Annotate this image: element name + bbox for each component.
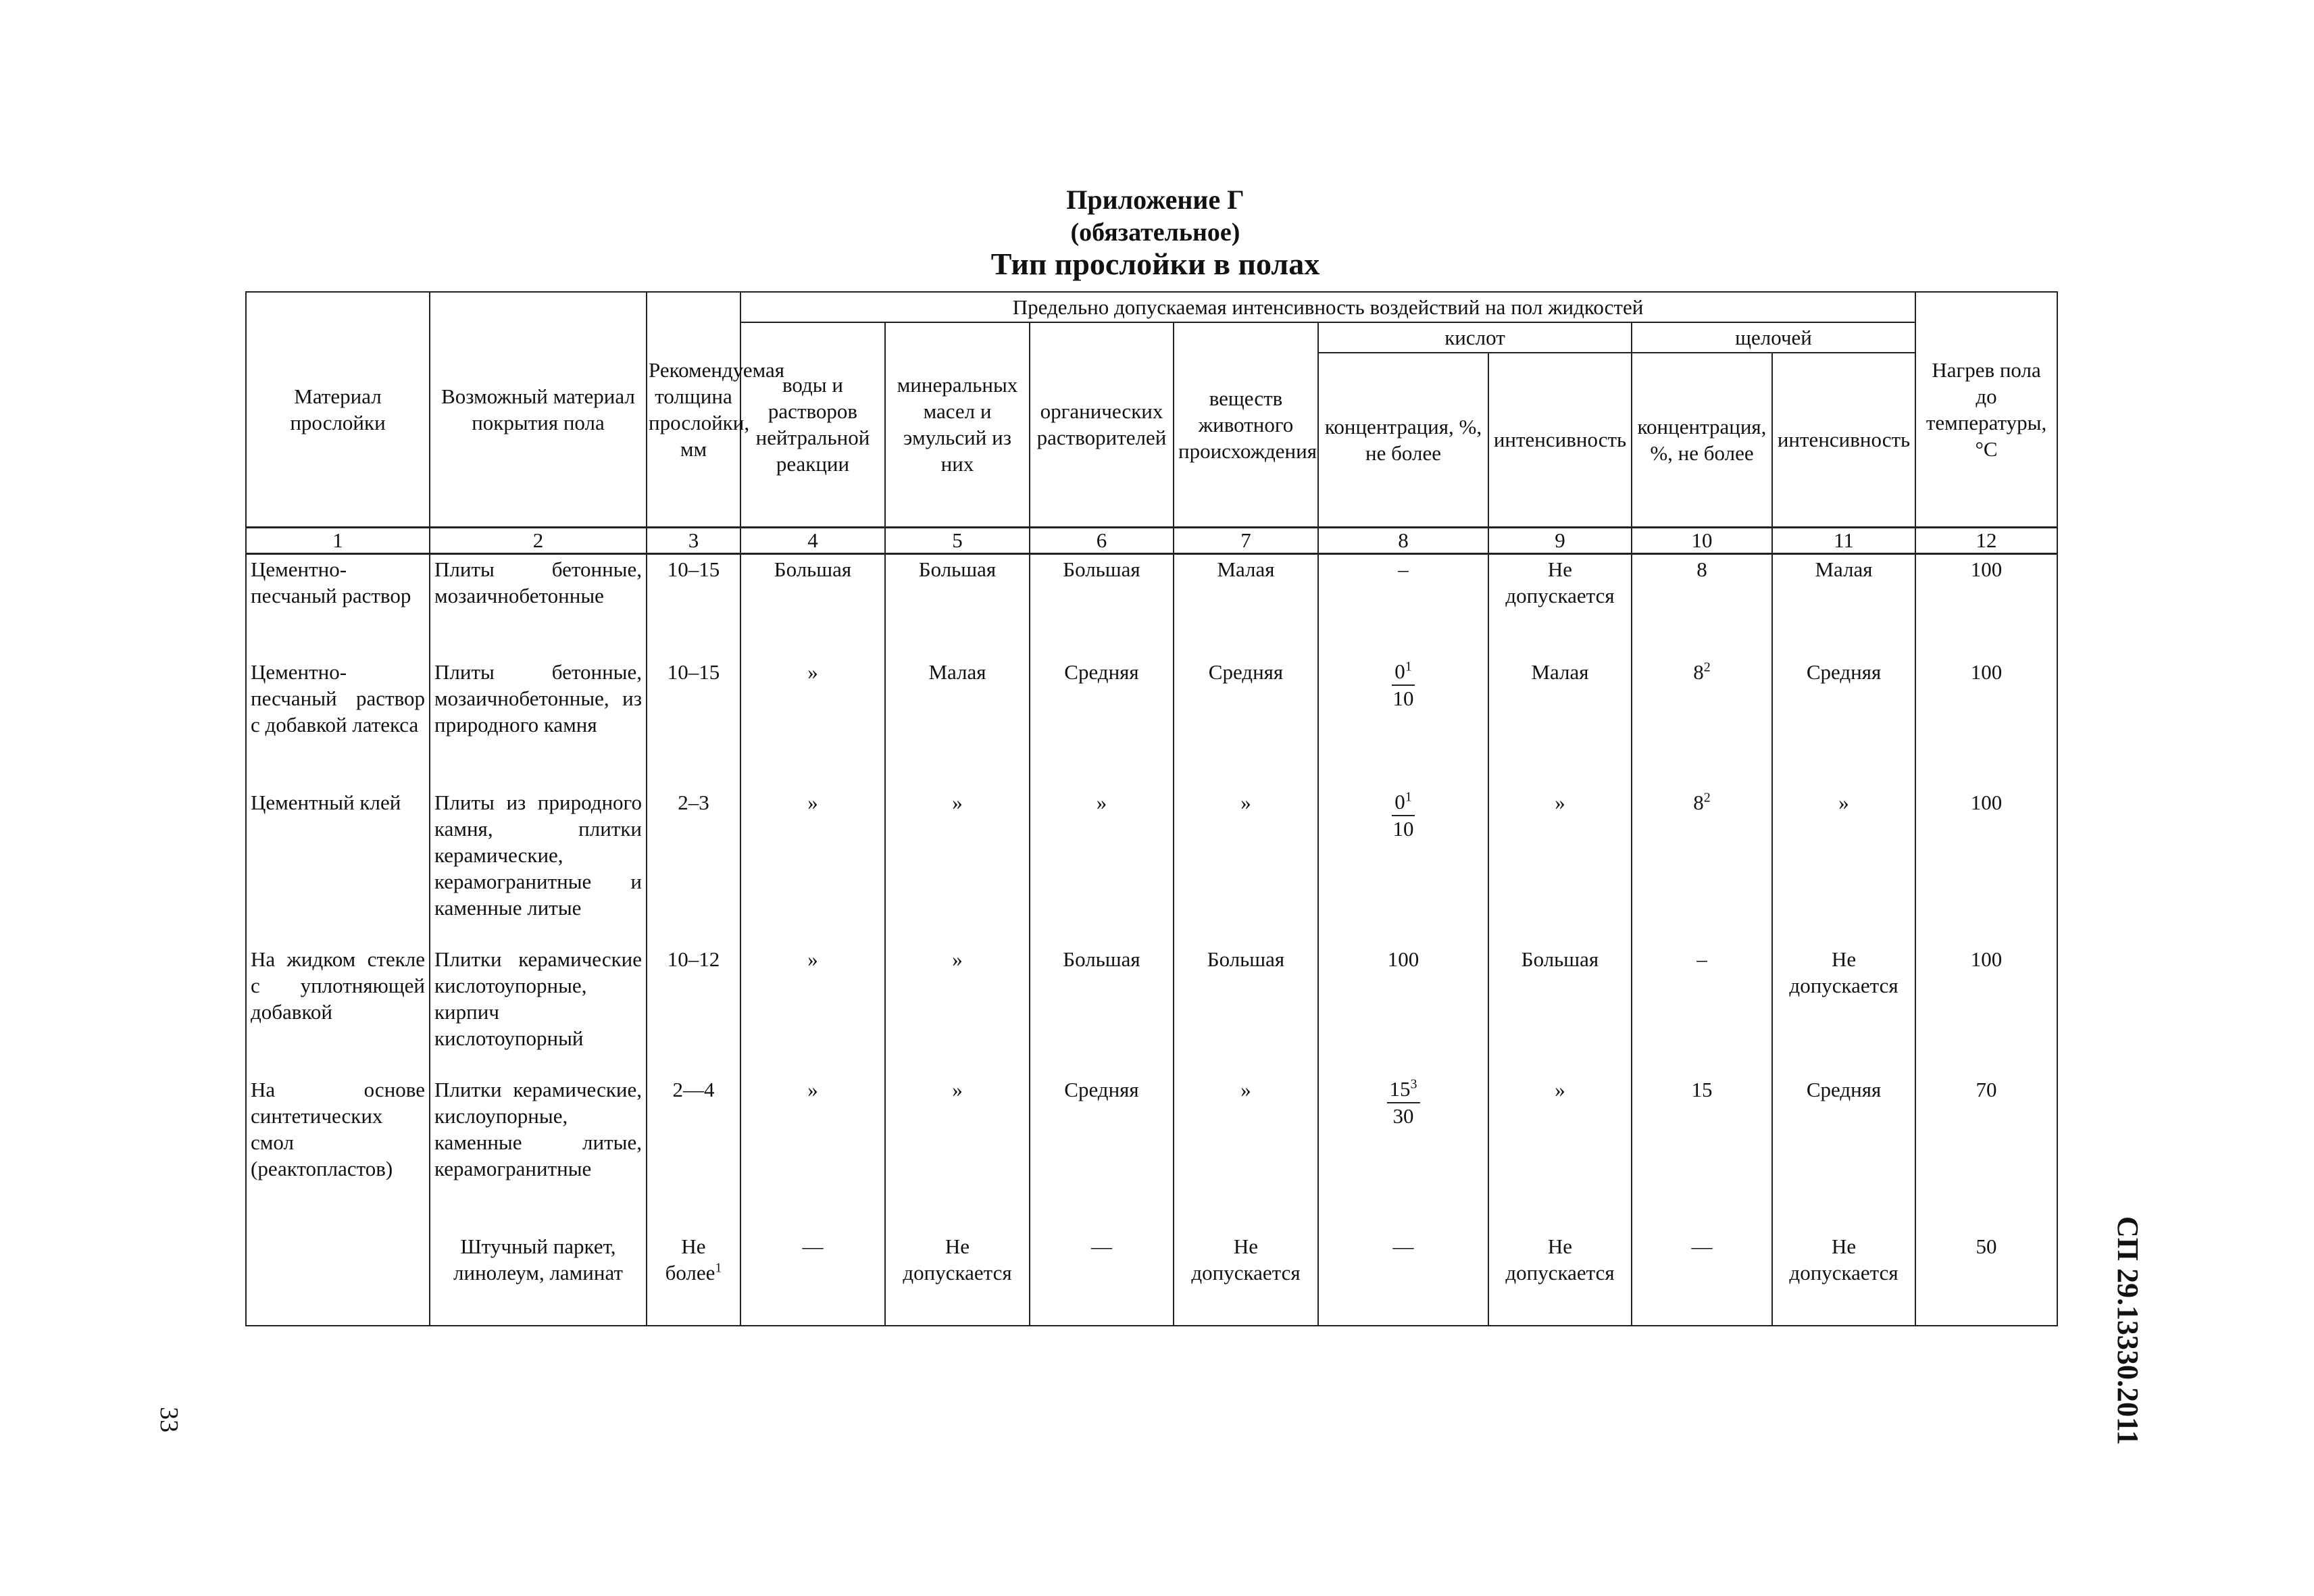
cell-water: Большая (740, 553, 885, 657)
cell-covering: Плиты из природного камня, плитки керамические, керамогранитные и каменные литые (430, 788, 647, 945)
cell-animal: Не допускается (1174, 1232, 1318, 1326)
header-acid-concentration: концентрация, %, не более (1318, 353, 1488, 527)
fraction-denominator: 30 (1392, 1104, 1414, 1128)
cell-oils: Большая (885, 553, 1030, 657)
cell-acid-intensity: » (1488, 788, 1632, 945)
alkali-concentration-value: 8 (1693, 660, 1704, 684)
fraction-numerator: 0 (1394, 659, 1405, 683)
cell-acid-concentration: – (1318, 553, 1488, 657)
cell-alkali-concentration: 15 (1632, 1075, 1772, 1232)
column-number: 8 (1318, 527, 1488, 553)
cell-alkali-intensity: Малая (1772, 553, 1915, 657)
cell-acid-concentration (1318, 788, 1488, 945)
cell-covering: Плиты бетонные, мозаичнобетонные (430, 553, 647, 657)
fraction-denominator: 10 (1392, 817, 1414, 841)
fraction (1392, 789, 1415, 842)
layer-type-table (245, 291, 2058, 1326)
cell-alkali-intensity: Средняя (1772, 1075, 1915, 1232)
table-row (246, 1075, 2057, 1232)
cell-covering: Плитки керамические кислотоупорные, кирпич кислотоупорный (430, 945, 647, 1075)
cell-material: На жидком стекле с уплотняющей добавкой (246, 945, 430, 1075)
cell-covering: Штучный паркет, линолеум, ламинат (430, 1232, 647, 1326)
cell-material: Цементный клей (246, 788, 430, 945)
cell-thickness: 2—4 (647, 1075, 740, 1232)
cell-animal: Малая (1174, 553, 1318, 657)
cell-thickness: 10–15 (647, 553, 740, 657)
header-material: Материал прослойки (246, 292, 430, 527)
cell-covering: Плиты бетонные, мозаичнобетонные, из природного камня (430, 657, 647, 788)
cell-animal: Средняя (1174, 657, 1318, 788)
cell-alkali-intensity: Средняя (1772, 657, 1915, 788)
cell-alkali-concentration (1632, 788, 1772, 945)
header-acid-intensity: интенсивность (1488, 353, 1632, 527)
cell-alkali-intensity: Не допускается (1772, 945, 1915, 1075)
cell-animal: » (1174, 1075, 1318, 1232)
document-code: СП 29.13330.2011 (2111, 1216, 2144, 1445)
column-number: 7 (1174, 527, 1318, 553)
cell-material: Цементно-песчаный раствор с добавкой латекса (246, 657, 430, 788)
cell-thickness (647, 1232, 740, 1326)
table-title: Тип прослойки в полах (990, 247, 1320, 281)
column-number: 4 (740, 527, 885, 553)
cell-solvents: Средняя (1030, 657, 1174, 788)
fraction-denominator: 10 (1392, 687, 1414, 710)
cell-thickness: 10–12 (647, 945, 740, 1075)
cell-acid-concentration: 100 (1318, 945, 1488, 1075)
cell-oils: » (885, 945, 1030, 1075)
cell-oils: Малая (885, 657, 1030, 788)
header-animal: веществ животного происхождения (1174, 322, 1318, 527)
footnote-mark: 1 (1405, 659, 1412, 674)
cell-water: » (740, 945, 885, 1075)
table-row (246, 945, 2057, 1075)
cell-water: » (740, 657, 885, 788)
column-number: 12 (1915, 527, 2057, 553)
page-number: 33 (155, 1407, 183, 1432)
header-alkalis: щелочей (1632, 322, 1915, 353)
cell-alkali-concentration (1632, 657, 1772, 788)
header-alkali-concentration: концентрация, %, не более (1632, 353, 1772, 527)
cell-heat: 100 (1915, 945, 2057, 1075)
cell-solvents: Средняя (1030, 1075, 1174, 1232)
footnote-mark: 2 (1703, 790, 1711, 805)
cell-acid-intensity: Не допускается (1488, 553, 1632, 657)
cell-solvents: — (1030, 1232, 1174, 1326)
fraction-numerator: 15 (1389, 1077, 1411, 1101)
cell-acid-concentration (1318, 1075, 1488, 1232)
cell-acid-intensity: » (1488, 1075, 1632, 1232)
cell-solvents: » (1030, 788, 1174, 945)
fraction-numerator: 0 (1394, 790, 1405, 814)
cell-acid-concentration (1318, 657, 1488, 788)
cell-water: » (740, 788, 885, 945)
cell-alkali-concentration: — (1632, 1232, 1772, 1326)
cell-alkali-concentration: – (1632, 945, 1772, 1075)
table-row (246, 1232, 2057, 1326)
cell-alkali-intensity: » (1772, 788, 1915, 945)
cell-heat: 100 (1915, 788, 2057, 945)
cell-material: На основе синтетических смол (реактопластов) (246, 1075, 430, 1232)
cell-alkali-concentration: 8 (1632, 553, 1772, 657)
cell-material: Цементно-песчаный раствор (246, 553, 430, 657)
footnote-mark: 1 (715, 1260, 722, 1276)
table-row (246, 553, 2057, 657)
header-covering: Возможный материал покрытия пола (430, 292, 647, 527)
cell-acid-intensity: Не допускается (1488, 1232, 1632, 1326)
footnote-mark: 1 (1405, 789, 1412, 805)
fraction (1387, 1076, 1420, 1129)
cell-heat: 100 (1915, 553, 2057, 657)
cell-heat: 70 (1915, 1075, 2057, 1232)
column-number: 1 (246, 527, 430, 553)
header-heat: Нагрев пола до температуры, °С (1915, 292, 2057, 527)
table-row (246, 788, 2057, 945)
cell-animal: » (1174, 788, 1318, 945)
footnote-mark: 2 (1703, 659, 1711, 675)
cell-oils: » (885, 1075, 1030, 1232)
appendix-status: (обязательное) (1070, 218, 1240, 247)
table-row (246, 657, 2057, 788)
cell-acid-concentration: — (1318, 1232, 1488, 1326)
cell-heat: 100 (1915, 657, 2057, 788)
cell-animal: Большая (1174, 945, 1318, 1075)
header-oils: минеральных масел и эмульсий из них (885, 322, 1030, 527)
cell-solvents: Большая (1030, 945, 1174, 1075)
column-number: 11 (1772, 527, 1915, 553)
alkali-concentration-value: 8 (1693, 791, 1704, 814)
header-water: воды и растворов нейтральной реакции (740, 322, 885, 527)
cell-oils: Не допускается (885, 1232, 1030, 1326)
cell-acid-intensity: Малая (1488, 657, 1632, 788)
column-number: 5 (885, 527, 1030, 553)
thickness-value: Не более (665, 1235, 715, 1285)
header-acids: кислот (1318, 322, 1632, 353)
cell-heat: 50 (1915, 1232, 2057, 1326)
cell-water: — (740, 1232, 885, 1326)
cell-material (246, 1232, 430, 1326)
header-liquid-impact: Предельно допускаемая интенсивность воздействий на пол жидкостей (740, 292, 1915, 322)
column-number: 10 (1632, 527, 1772, 553)
cell-covering: Плитки керамические, кислоупорные, каменные литые, керамогранитные (430, 1075, 647, 1232)
column-number: 2 (430, 527, 647, 553)
column-number: 6 (1030, 527, 1174, 553)
cell-water: » (740, 1075, 885, 1232)
header-alkali-intensity: интенсивность (1772, 353, 1915, 527)
cell-alkali-intensity: Не допускается (1772, 1232, 1915, 1326)
footnote-mark: 3 (1410, 1076, 1417, 1092)
cell-acid-intensity: Большая (1488, 945, 1632, 1075)
cell-thickness: 2–3 (647, 788, 740, 945)
cell-thickness: 10–15 (647, 657, 740, 788)
header-solvents: органических растворителей (1030, 322, 1174, 527)
column-number: 3 (647, 527, 740, 553)
column-number: 9 (1488, 527, 1632, 553)
fraction (1392, 659, 1415, 712)
cell-solvents: Большая (1030, 553, 1174, 657)
appendix-label: Приложение Г (1066, 184, 1244, 215)
header-thickness: Рекомендуемая толщина прослойки, мм (647, 292, 740, 527)
cell-oils: » (885, 788, 1030, 945)
